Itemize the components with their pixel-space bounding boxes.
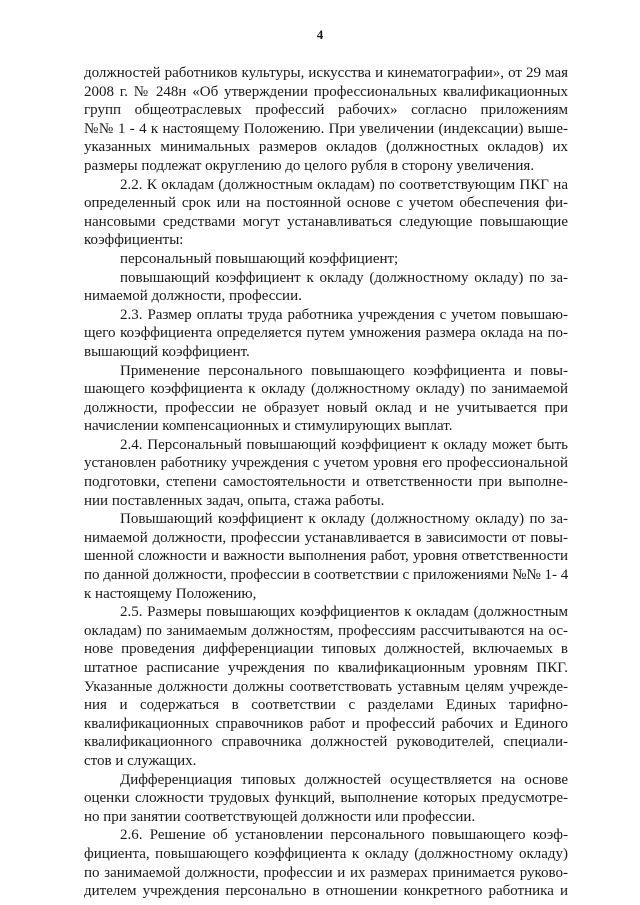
text-line: установлен работнику учреждения с учетом уровня его профессиональной <box>84 455 568 472</box>
text-line: квалификационного справочника должностей руководителей, специали- <box>84 734 568 751</box>
text-line: коэффициенты: <box>84 232 184 249</box>
text-line: фициента, повышающего коэффициента к окладу (должностному окладу) <box>84 845 568 862</box>
text-line: начислении компенсационных и стимулирующих выплат. <box>84 418 453 435</box>
text-line: нансовыми средствами могут устанавливаться следующие повышающие <box>84 213 568 230</box>
text-line: к настоящему Положению, <box>84 585 257 602</box>
text-line: определенный срок или на постоянной основе с учетом обеспечения фи- <box>84 195 568 212</box>
text-line: ния и содержаться в соответствии с разделами Единых тарифно- <box>84 697 568 714</box>
text-line: должности, профессии не образует новый оклад и не учитывается при <box>84 399 568 416</box>
text-line: нимаемой должности, профессии устанавливается в зависимости от повы- <box>84 529 568 546</box>
text-line: указанных минимальных размеров окладов (должностных окладов) их <box>84 139 568 156</box>
text-line: по занимаемой должности, профессии и их размерах принимается руково- <box>84 864 568 881</box>
text-line: групп общеотраслевых профессий рабочих» согласно приложениям <box>84 102 568 119</box>
text-line: Указанные должности должны соответствовать уставным целям учрежде- <box>84 678 568 695</box>
text-line: нове проведения дифференциации типовых должностей, включаемых в <box>84 641 568 658</box>
text-line: по данной должности, профессии в соответствии с приложениями №№ 1- 4 <box>84 567 568 584</box>
text-line: повышающий коэффициент к окладу (должностному окладу) по за- <box>120 269 568 286</box>
text-line: 2.2. К окладам (должностным окладам) по соответствующим ПКГ на <box>120 176 568 193</box>
text-line: оценки сложности трудовых функций, выполнение которых предусмотре- <box>84 790 568 807</box>
text-line: 2.4. Персональный повышающий коэффициент к окладу может быть <box>120 436 568 453</box>
text-line: подготовки, степени самостоятельности и ответственности при выполне- <box>84 474 568 491</box>
text-line: стов и служащих. <box>84 752 197 769</box>
body-text <box>84 64 568 901</box>
text-line: но при занятии соответствующей должности или профессии. <box>84 808 476 825</box>
page-number: 4 <box>316 27 324 42</box>
text-line: шающего коэффициента к окладу (должностному окладу) по занимаемой <box>84 381 568 398</box>
text-line: размеры подлежат округлению до целого рубля в сторону увеличения. <box>84 157 535 174</box>
text-line: окладам) по занимаемым должностям, профессиям рассчитываются на ос- <box>84 622 568 639</box>
text-line: щего коэффициента определяется путем умножения размера оклада на по- <box>84 325 568 342</box>
text-line: штатное расписание учреждения по квалификационным уровням ПКГ. <box>84 660 568 676</box>
text-line: нимаемой должности, профессии. <box>84 288 302 305</box>
text-line: №№ 1 - 4 к настоящему Положению. При увеличении (индексации) выше- <box>84 120 568 137</box>
text-line: должностей работников культуры, искусства и кинематографии», от 29 мая <box>84 65 568 81</box>
text-line: нии поставленных задач, опыта, стажа работы. <box>84 492 385 509</box>
text-line: вышающий коэффициент. <box>84 343 250 360</box>
text-line: дителем учреждения персонально в отношении конкретного работника и <box>84 883 568 900</box>
text-line: шенной сложности и важности выполнения работ, уровня ответственности <box>84 548 568 565</box>
text-line: 2008 г. № 248н «Об утверждении профессиональных квалификационных <box>84 83 568 100</box>
text-line: 2.6. Решение об установлении персонального повышающего коэф- <box>120 827 568 844</box>
text-line: Повышающий коэффициент к окладу (должностному окладу) по за- <box>120 511 568 528</box>
text-line: 2.3. Размер оплаты труда работника учреждения с учетом повышаю- <box>120 306 568 323</box>
text-line: персональный повышающий коэффициент; <box>120 250 399 267</box>
text-line: квалификационных справочников работ и профессий рабочих и Единого <box>84 715 568 732</box>
text-line: 2.5. Размеры повышающих коэффициентов к окладам (должностным <box>120 604 568 621</box>
text-line: Применение персонального повышающего коэффициента и повы- <box>120 362 568 379</box>
text-line: Дифференциация типовых должностей осуществляется на основе <box>120 771 568 788</box>
